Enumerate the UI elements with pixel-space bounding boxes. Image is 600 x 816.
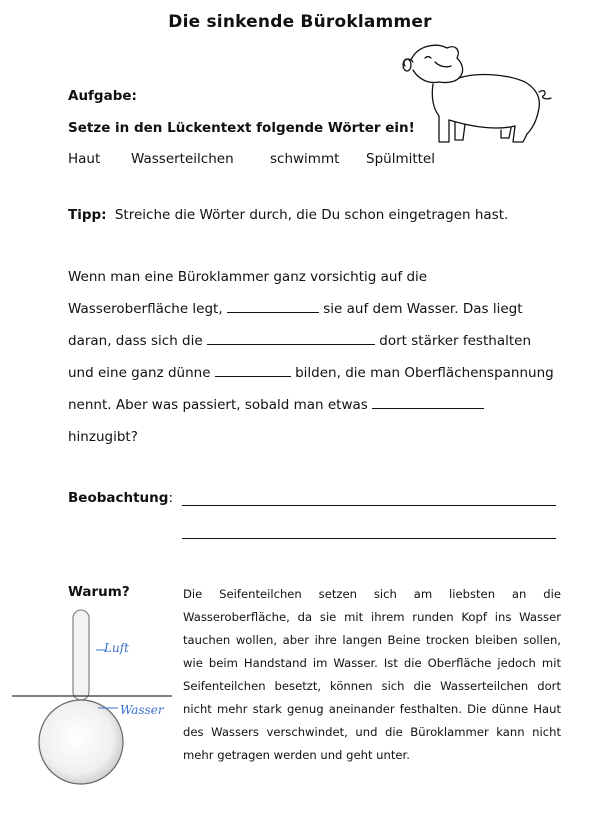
- soap-particle-diagram: [10, 606, 182, 788]
- page-title: Die sinkende Büroklammer: [168, 12, 432, 32]
- cloze-line-5: nennt. Aber was passiert, sobald man etwas: [68, 389, 578, 421]
- water-label: Wasser: [120, 703, 164, 717]
- cloze-line-4: und eine ganz dünne bilden, die man Oberflächenspannung: [68, 357, 578, 389]
- word-2: Wasserteilchen: [131, 151, 234, 167]
- cloze-text: [68, 261, 578, 453]
- observation-line-1[interactable]: [182, 505, 556, 506]
- why-text: Die Seifenteilchen setzen sich am liebsten an die Wasseroberfläche, da sie mit ihrem runden Kopf ins Wasser tauchen wollen, aber ihre langen Beine trocken bleiben sollen, wie beim Handstand im Wasser. Ist die Oberfläche jedoch mit Seifenteilchen besetzt, können sich die Wasserteilchen dort nicht mehr stark genug aneinander festhalten. Die dünne Haut des Wassers verschwindet, und die Büroklammer kann nicht mehr getragen werden und geht unter.: [183, 587, 561, 762]
- blank-4[interactable]: [372, 394, 484, 409]
- blank-3[interactable]: [215, 362, 291, 377]
- cloze-line-2: Wasseroberfläche legt, sie auf dem Wasser. Das liegt: [68, 293, 578, 325]
- why-label: Warum?: [68, 584, 130, 600]
- air-label: Luft: [104, 641, 129, 655]
- observation-label: Beobachtung:: [68, 490, 174, 506]
- tip-label: Tipp:: [68, 207, 107, 223]
- cloze-line-3: daran, dass sich die dort stärker festhalten: [68, 325, 578, 357]
- task-instruction: Setze in den Lückentext folgende Wörter ein!: [68, 120, 415, 136]
- word-1: Haut: [68, 151, 101, 167]
- cloze-line-6: hinzugibt?: [68, 429, 138, 445]
- task-label: Aufgabe:: [68, 88, 137, 104]
- tip: [68, 207, 508, 223]
- blank-1[interactable]: [227, 298, 319, 313]
- tip-text: Streiche die Wörter durch, die Du schon eingetragen hast.: [114, 207, 509, 223]
- cloze-line-1: Wenn man eine Büroklammer ganz vorsichtig auf die: [68, 269, 428, 285]
- word-4: Spülmittel: [366, 151, 435, 167]
- pig-illustration: [395, 38, 555, 153]
- blank-2[interactable]: [207, 330, 375, 345]
- observation-line-2[interactable]: [182, 538, 556, 539]
- word-3: schwimmt: [270, 151, 340, 167]
